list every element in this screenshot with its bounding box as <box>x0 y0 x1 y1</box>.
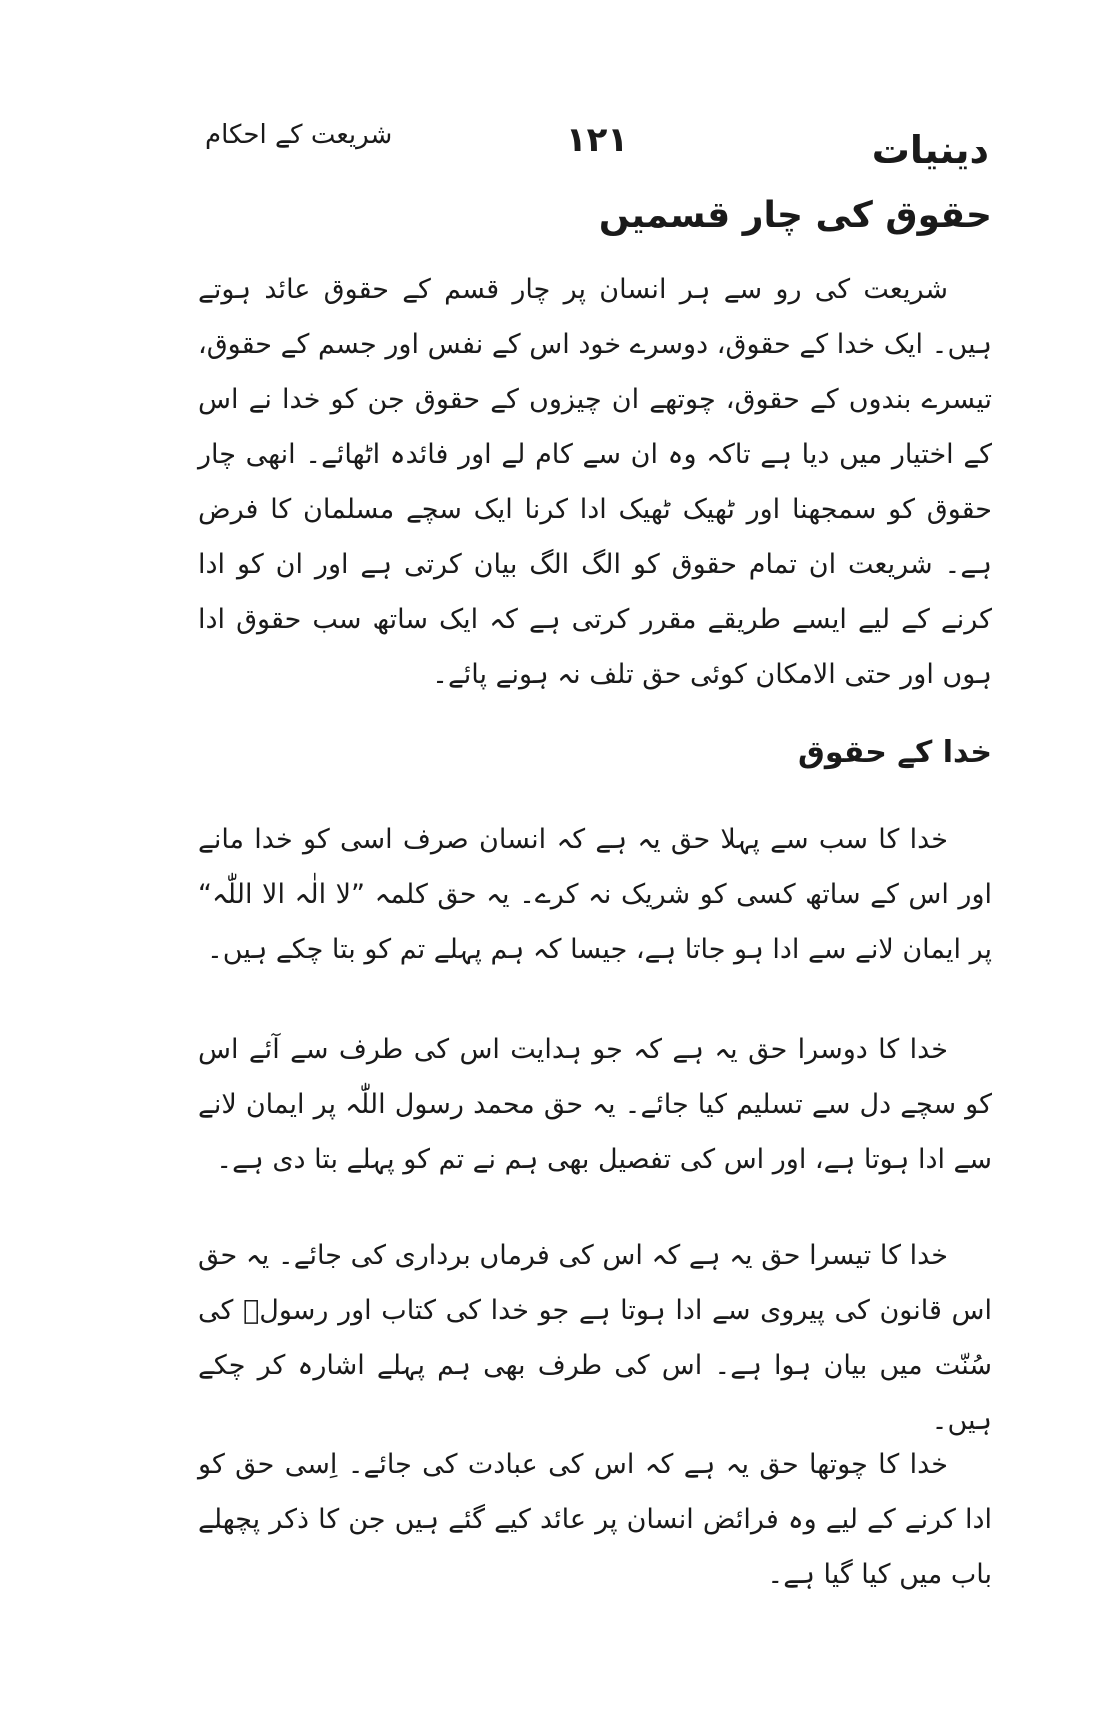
paragraph-second-right: خدا کا دوسرا حق یہ ہے کہ جو ہدایت اس کی طرف سے آئے اس کو سچے دل سے تسلیم کیا جائے۔ یہ حق محمد رسول اللّٰہ پر ایمان لانے سے ادا ہوتا ہے، اور اس کی تفصیل بھی ہم نے تم کو پہلے بتا دی ہے۔ <box>198 1034 992 1175</box>
paragraph-first-right: خدا کا سب سے پہلا حق یہ ہے کہ انسان صرف اسی کو خدا مانے اور اس کے ساتھ کسی کو شریک نہ کرے۔ یہ حق کلمہ ”لا الٰہ الا اللّٰہ“ پر ایمان لانے سے ادا ہو جاتا ہے، جیسا کہ ہم پہلے تم کو بتا چکے ہیں۔ <box>198 824 992 965</box>
page-number: ۱۲۱ <box>565 120 629 160</box>
page-header <box>205 108 989 178</box>
book-title: دینیات <box>871 128 989 172</box>
paragraph-fourth-right: خدا کا چوتھا حق یہ ہے کہ اس کی عبادت کی جائے۔ اِسی حق کو ادا کرنے کے لیے وہ فرائض انسان پر عائد کیے گئے ہیں جن کا ذکر پچھلے باب میں کیا گیا ہے۔ <box>198 1449 992 1590</box>
chapter-title: شریعت کے احکام <box>205 120 393 150</box>
section-heading-four-rights: حقوق کی چار قسمیں <box>598 195 992 236</box>
section-heading-rights-of-god: خدا کے حقوق <box>798 735 992 770</box>
paragraph-intro: شریعت کی رو سے ہر انسان پر چار قسم کے حقوق عائد ہوتے ہیں۔ ایک خدا کے حقوق، دوسرے خود اس کے نفس اور جسم کے حقوق، تیسرے بندوں کے حقوق، چوتھے ان چیزوں کے حقوق جن کو خدا نے اس کے اختیار میں دیا ہے تاکہ وہ ان سے کام لے اور فائدہ اٹھائے۔ انھی چار حقوق کو سمجھنا اور ٹھیک ٹھیک ادا کرنا ایک سچے مسلمان کا فرض ہے۔ شریعت ان تمام حقوق کو الگ الگ بیان کرتی ہے اور ان کو ادا کرنے کے لیے ایسے طریقے مقرر کرتی ہے کہ ایک ساتھ سب حقوق ادا ہوں اور حتی الامکان کوئی حق تلف نہ ہونے پائے۔ <box>198 274 992 690</box>
paragraph-third-right: خدا کا تیسرا حق یہ ہے کہ اس کی فرماں برداری کی جائے۔ یہ حق اس قانون کی پیروی سے ادا ہوتا ہے جو خدا کی کتاب اور رسولؐ کی سُنّت میں بیان ہوا ہے۔ اس کی طرف بھی ہم پہلے اشارہ کر چکے ہیں۔ <box>198 1240 992 1436</box>
